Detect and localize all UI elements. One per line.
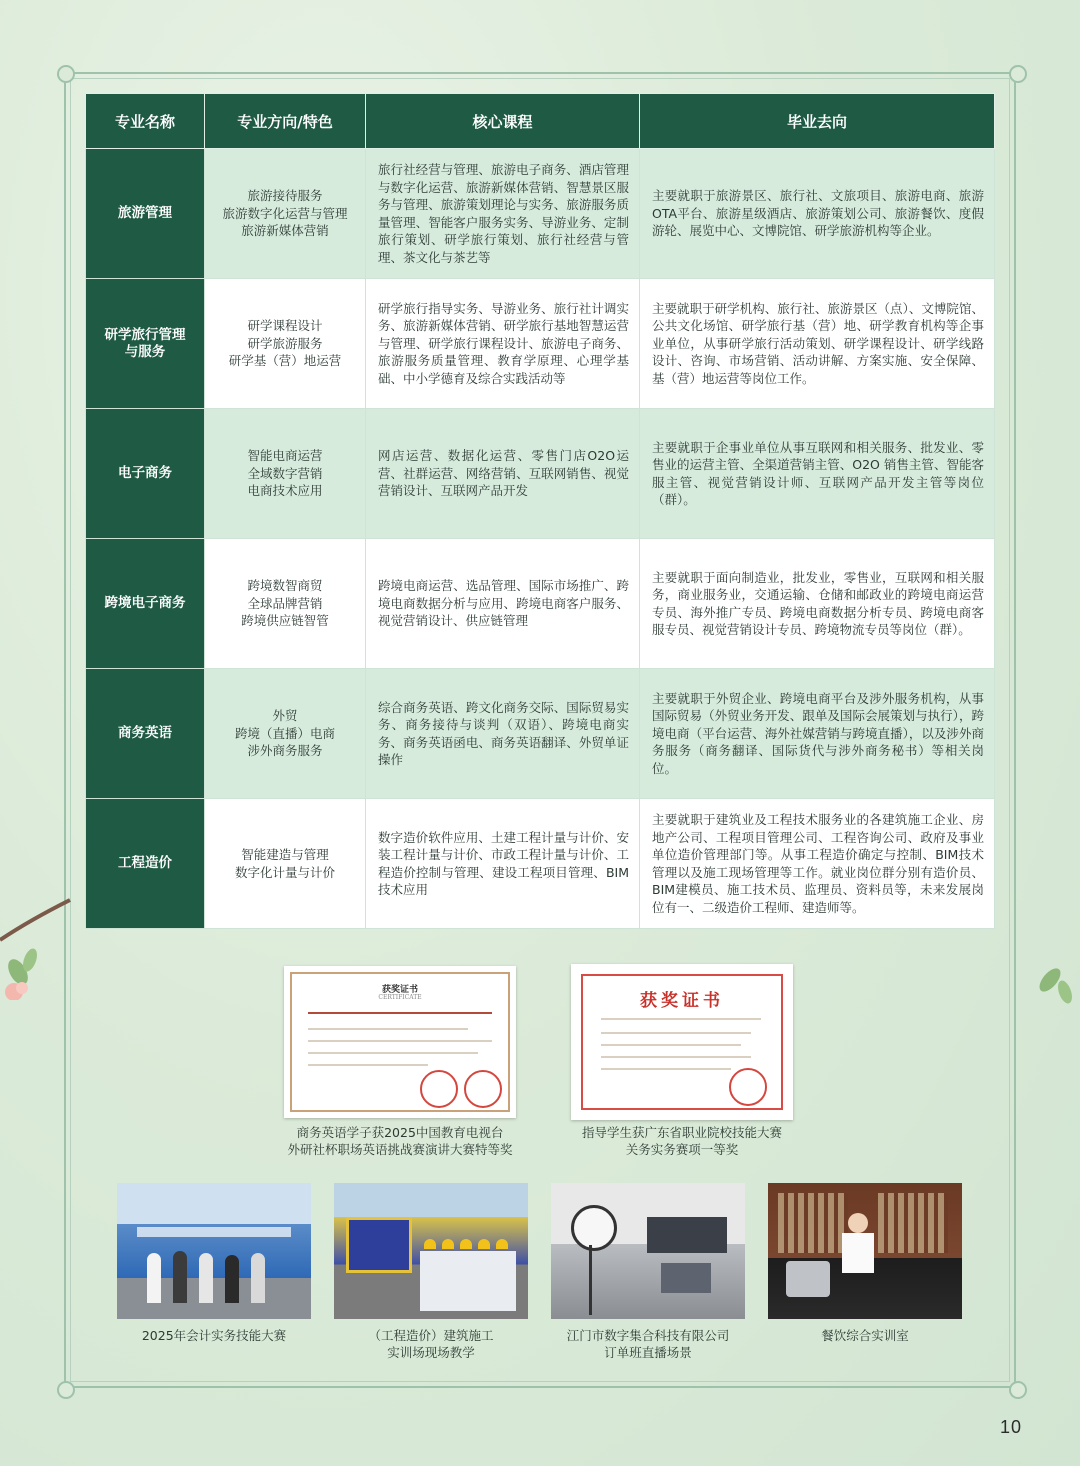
major-core-courses: 研学旅行指导实务、导游业务、旅行社计调实务、旅游新媒体营销、研学旅行基地智慧运营与管理、研学旅行课程设计、旅游电子商务、旅游服务质量管理、教育学原理、心理学基础、中小学德育及综合实践活动等 (366, 279, 640, 409)
table-row (86, 409, 995, 539)
seal-icon (420, 1070, 458, 1108)
certificate-caption-2: 指导学生获广东省职业院校技能大赛 关务实务赛项一等奖 (581, 1125, 782, 1157)
header-major-name: 专业名称 (86, 94, 205, 149)
photo-caption-4: 餐饮综合实训室 (821, 1328, 909, 1343)
majors-table (85, 93, 995, 929)
table-row (86, 799, 995, 929)
certificate-subtitle: CERTIFICATE (378, 994, 422, 1001)
major-core-courses: 旅行社经营与管理、旅游电子商务、酒店管理与数字化运营、旅游新媒体营销、智慧景区服务与管理、旅游策划理论与实务、旅游服务质量管理、智能客户服务实务、导游业务、定制旅行策划、研学旅行策划、旅行社经营与管理、茶文化与茶艺等 (366, 149, 640, 279)
major-career: 主要就职于外贸企业、跨境电商平台及涉外服务机构，从事国际贸易（外贸业务开发、跟单及国际会展策划与执行），跨境电商（平台运营、海外社媒营销与跨境直播），以及涉外商务服务（商务翻译、国际货代与涉外商务秘书）等相关岗位。 (640, 669, 995, 799)
major-directions: 智能建造与管理 数字化计量与计价 (205, 799, 366, 929)
major-directions: 智能电商运营 全域数字营销 电商技术应用 (205, 409, 366, 539)
major-directions: 旅游接待服务 旅游数字化运营与管理 旅游新媒体营销 (205, 149, 366, 279)
photo-catering-training-room (768, 1183, 962, 1319)
major-name: 电子商务 (86, 409, 205, 539)
frame-corner-ornament (1009, 65, 1027, 83)
photo-construction-training (334, 1183, 528, 1319)
major-career: 主要就职于建筑业及工程技术服务业的各建筑施工企业、房地产公司、工程项目管理公司、工程咨询公司、政府及事业单位造价管理部门等。从事工程造价确定与控制、BIM技术管理以及施工现场管理等工作。就业岗位群分别有造价员、BIM建模员、施工技术员、监理员、资料员等，未来发展岗位有一、二级造价工程师、建造师等。 (640, 799, 995, 929)
seal-icon (464, 1070, 502, 1108)
header-direction: 专业方向/特色 (205, 94, 366, 149)
seal-icon (729, 1068, 767, 1106)
certificate-title: 获奖证书 (640, 991, 724, 1011)
table-row (86, 669, 995, 799)
photo-caption-1: 2025年会计实务技能大赛 (141, 1328, 287, 1343)
major-core-courses: 综合商务英语、跨文化商务交际、国际贸易实务、商务接待与谈判（双语）、跨境电商实务、商务英语函电、商务英语翻译、外贸单证操作 (366, 669, 640, 799)
blossom-branch-left-icon (0, 880, 80, 1000)
frame-corner-ornament (1009, 1381, 1027, 1399)
major-career: 主要就职于面向制造业，批发业，零售业，互联网和相关服务，商业服务业，交通运输、仓储和邮政业的跨境电商运营专员、海外推广专员、跨境电商数据分析专员、跨境电商客服专员、视觉营销设计专员、跨境物流专员等岗位（群）。 (640, 539, 995, 669)
table-header-row (86, 94, 995, 149)
photo-accounting-contest (117, 1183, 311, 1319)
major-directions: 外贸 跨境（直播）电商 涉外商务服务 (205, 669, 366, 799)
certificate-caption-1: 商务英语学子获2025中国教育电视台 外研社杯职场英语挑战赛演讲大赛特等奖 (287, 1125, 513, 1157)
frame-corner-ornament (57, 1381, 75, 1399)
major-directions: 研学课程设计 研学旅游服务 研学基（营）地运营 (205, 279, 366, 409)
header-core-courses: 核心课程 (366, 94, 640, 149)
photo-livestream-studio (551, 1183, 745, 1319)
major-name: 跨境电子商务 (86, 539, 205, 669)
certificate-title: 获奖证书 (381, 985, 418, 995)
major-core-courses: 网店运营、数据化运营、零售门店O2O运营、社群运营、网络营销、互联网销售、视觉营销设计、互联网产品开发 (366, 409, 640, 539)
major-career: 主要就职于企事业单位从事互联网和相关服务、批发业、零售业的运营主管、全渠道营销主管、O2O 销售主管、智能客服主管、视觉营销设计师、互联网产品开发主管等岗位（群）。 (640, 409, 995, 539)
certificate-image-1 (284, 966, 516, 1118)
table-row (86, 149, 995, 279)
major-career: 主要就职于旅游景区、旅行社、文旅项目、旅游电商、旅游OTA平台、旅游星级酒店、旅游策划公司、旅游餐饮、度假游轮、展览中心、文博院馆、研学旅游机构等企业。 (640, 149, 995, 279)
header-career: 毕业去向 (640, 94, 995, 149)
frame-corner-ornament (57, 65, 75, 83)
photo-caption-2: （工程造价）建筑施工 实训场现场教学 (368, 1328, 494, 1360)
table-row (86, 279, 995, 409)
blossom-sprig-right-icon (1010, 960, 1080, 1020)
major-name: 研学旅行管理 与服务 (86, 279, 205, 409)
major-directions: 跨境数智商贸 全球品牌营销 跨境供应链智管 (205, 539, 366, 669)
major-career: 主要就职于研学机构、旅行社、旅游景区（点）、文博院馆、公共文化场馆、研学旅行基（营）地、研学教育机构等企事业单位，从事研学旅行活动策划、研学课程设计、研学线路设计、咨询、市场营销、活动讲解、方案实施、安全保障、基（营）地运营等岗位工作。 (640, 279, 995, 409)
page-number: 10 (999, 1417, 1022, 1437)
certificate-image-2 (571, 964, 793, 1120)
major-core-courses: 跨境电商运营、选品管理、国际市场推广、跨境电商数据分析与应用、跨境电商客户服务、视觉营销设计、供应链管理 (366, 539, 640, 669)
major-name: 旅游管理 (86, 149, 205, 279)
major-name: 工程造价 (86, 799, 205, 929)
table-row (86, 539, 995, 669)
photo-caption-3: 江门市数字集合科技有限公司 订单班直播场景 (566, 1328, 730, 1360)
major-name: 商务英语 (86, 669, 205, 799)
major-core-courses: 数字造价软件应用、土建工程计量与计价、安装工程计量与计价、市政工程计量与计价、工程造价控制与管理、建设工程项目管理、BIM技术应用 (366, 799, 640, 929)
